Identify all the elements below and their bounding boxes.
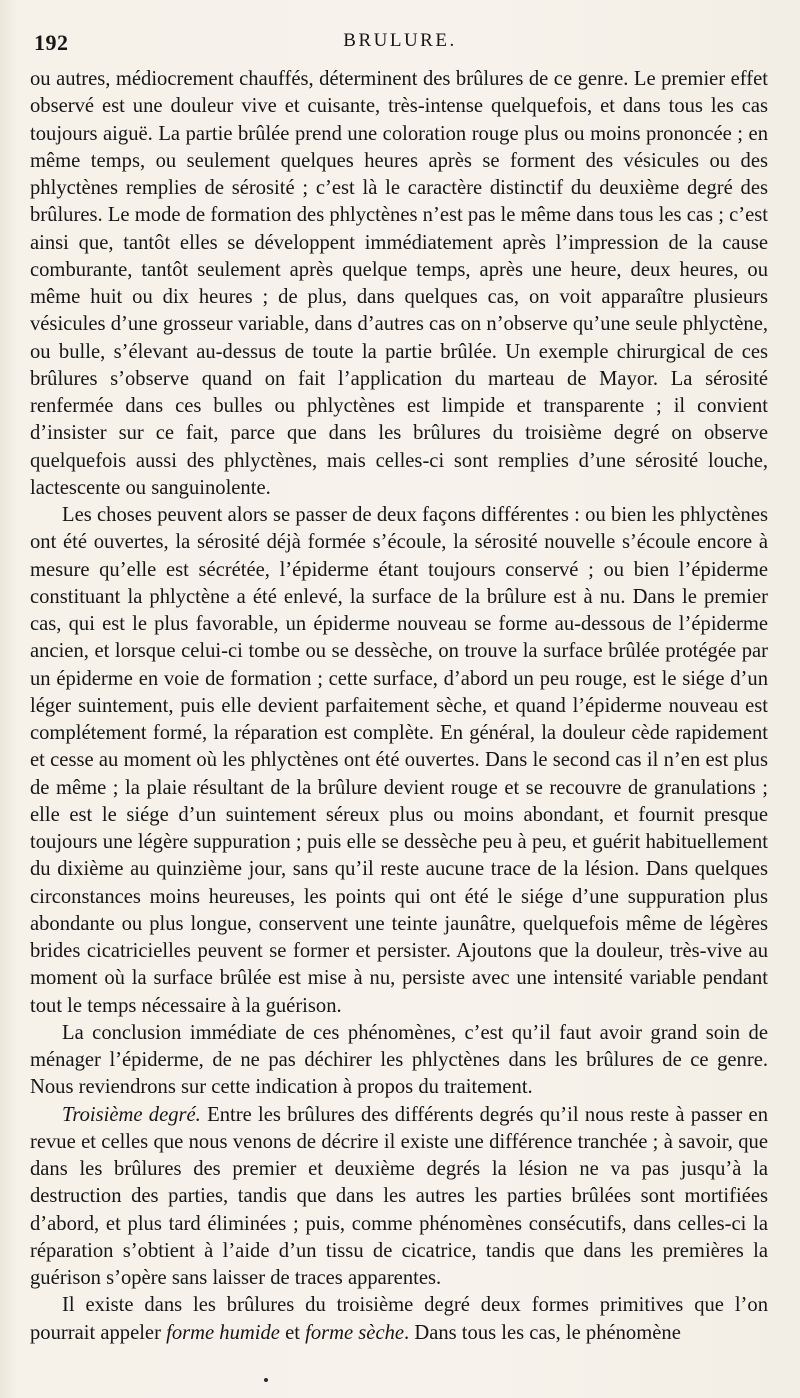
paragraph [30,502,768,1020]
paragraph-text: ou autres, médiocrement chauffés, déterminent des brûlures de ce genre. Le premier effet observé est une douleur vive et cuisante, très-intense quelquefois, et dans tous les cas toujours aiguë. La partie brûlée prend une coloration rouge plus ou moins prononcée ; en même temps, ou seulement quelques heures après se forment des vésicules ou des phlyctènes remplies de sérosité ; c’est là le caractère distinctif du deuxième degré des brûlures. Le mode de formation des phlyctènes n’est pas le même dans tous les cas ; c’est ainsi que, tantôt elles se développent immédiatement après l’impression de la cause comburante, tantôt seulement après quelque temps, après une heure, deux heures, ou même huit ou dix heures ; de plus, dans quelques cas, on voit apparaître plusieurs vésicules d’une grosseur variable, dans d’autres cas on n’observe qu’une seule phlyctène, ou bulle, s’élevant au-dessus de toute la partie brûlée. Un exemple chirurgical de ces brûlures s’observe quand on fait l’application du marteau de Mayor. La sérosité renfermée dans ces bulles ou phlyctènes est limpide et transparente ; il convient d’insister sur ce fait, parce que dans les brûlures du troisième degré on observe quelquefois aussi des phlyctènes, mais celles-ci sont remplies d’une sérosité louche, lactescente ou sanguinolente. [30,68,768,499]
footer-dot [264,1378,268,1382]
paragraph-text: Entre les brûlures des différents degrés qu’il nous reste à passer en revue et celles que nous venons de décrire il existe une différence tranchée ; à savoir, que dans les brûlures des premier et deuxième degrés la lésion ne va pas jusqu’à la destruction des parties, tandis que dans les autres les parties brûlées sont mortifiées d’abord, et plus tard éliminées ; puis, comme phénomènes consécutifs, dans celles-ci la réparation s’obtient à l’aide d’un tissu de cicatrice, tandis que dans les premières la guérison s’opère sans laisser de traces apparentes. [30,1103,768,1289]
paragraph-third-degree [30,1102,768,1293]
body-text [30,66,768,1347]
running-head: BRULURE. [343,30,457,51]
paragraph-text: Il existe dans les brûlures du troisième degré deux formes primitives que l’on pourrait appeler [30,1294,768,1344]
paragraph [30,1292,768,1347]
paragraph-text: . Dans tous les cas, le phénomène [404,1321,681,1344]
paragraph [30,1020,768,1102]
page-number: 192 [34,30,69,55]
section-heading-troisieme-degre: Troisième degré. [62,1103,201,1126]
paragraph-text: et [279,1321,306,1344]
emphasis-forme-humide: forme humide [166,1321,280,1344]
paragraph-text: Les choses peuvent alors se passer de deux façons différentes : ou bien les phlyctènes ont été ouvertes, la sérosité déjà formée s’écoule, la sérosité nouvelle s’écoule encore à mesure qu’elle est sécrétée, l’épiderme étant toujours conservé ; ou bien l’épiderme constituant la phlyctène a été enlevé, la surface de la brûlure est à nu. Dans le premier cas, qui est le plus favorable, un épiderme nouveau se forme au-dessous de l’épiderme ancien, et lorsque celui-ci tombe ou se dessèche, on trouve la surface brûlée protégée par un épiderme en voie de formation ; cette surface, d’abord un peu rouge, est le siége d’un léger suintement, puis elle devient parfaitement sèche, et quand l’épiderme nouveau est complétement formé, la réparation est complète. En général, la douleur cède rapidement et cesse au moment où les phlyctènes ont été ouvertes. Dans le second cas il n’en est plus de même ; la plaie résultant de la brûlure devient rouge et se recouvre de granulations ; elle est le siége d’un suintement séreux plus ou moins abondant, et fournit presque toujours une légère suppuration ; puis elle se dessèche peu à peu, et guérit habituellement du dixième au quinzième jour, sans qu’il reste aucune trace de la lésion. Dans quelques circonstances moins heureuses, les points qui ont été le siége d’une suppuration plus abondante ou plus longue, conservent une teinte jaunâtre, quelquefois même de légères brides cicatricielles peuvent se former et persister. Ajoutons que la douleur, très-vive au moment où la surface brûlée est mise à nu, persiste avec une intensité variable pendant tout le temps nécessaire à la guérison. [30,504,768,1017]
page-header [30,30,770,58]
emphasis-forme-seche: forme sèche [305,1321,405,1344]
paragraph-text: La conclusion immédiate de ces phénomènes, c’est qu’il faut avoir grand soin de ménager l’épiderme, de ne pas déchirer les phlyctènes dans les brûlures de ce genre. Nous reviendrons sur cette indication à propos du traitement. [30,1021,768,1099]
paragraph-continuation [30,66,768,502]
